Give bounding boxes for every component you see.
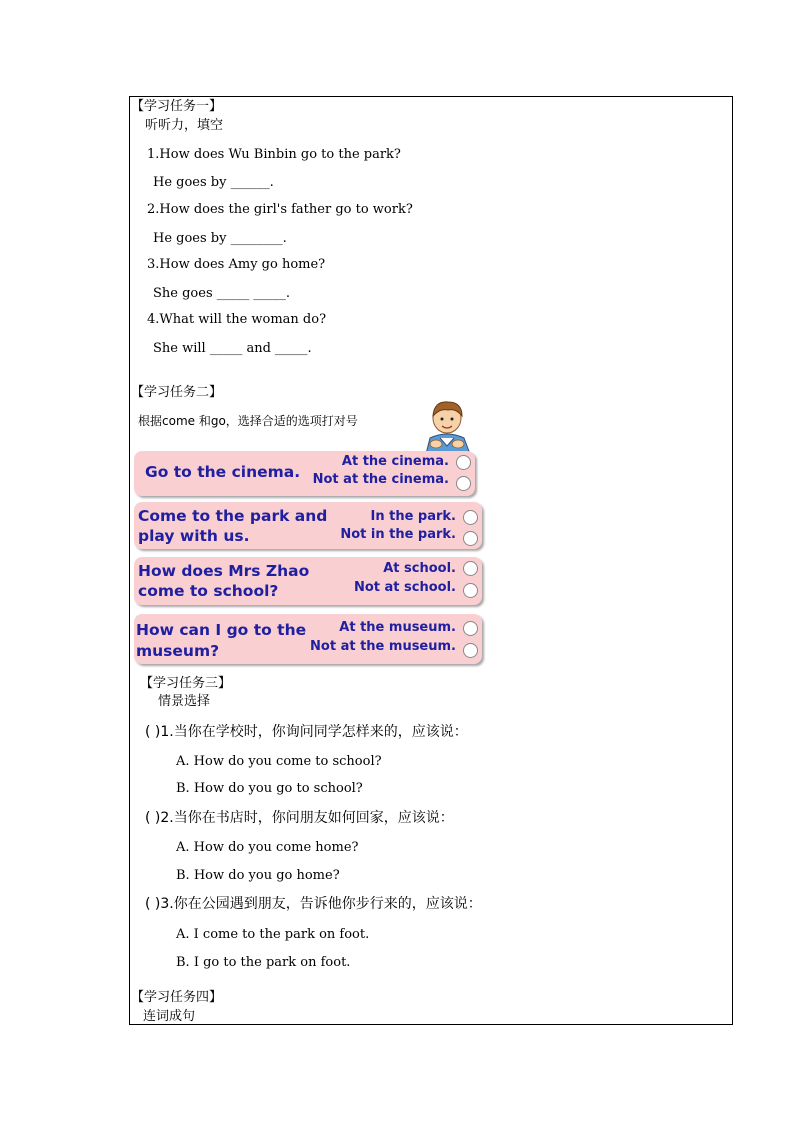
choice-card-4 xyxy=(134,614,482,664)
card-question-line-1: Come to the park and xyxy=(138,507,328,525)
card-option-1: At school. xyxy=(383,561,456,576)
task3-header: 【学习任务三】 xyxy=(140,676,232,691)
task4-instruction: 连词成句 xyxy=(143,1009,196,1024)
task3-prompt-1: ( )1.当你在学校时，你询问同学怎样来的，应该说： xyxy=(145,724,468,740)
task1-instruction: 听听力，填空 xyxy=(145,118,224,133)
card-option-1: At the museum. xyxy=(339,620,456,635)
task1-header: 【学习任务一】 xyxy=(131,99,223,114)
task1-question-3: 3.How does Amy go home? xyxy=(147,257,326,272)
card-question-line-1: How does Mrs Zhao xyxy=(138,562,310,580)
task2-header: 【学习任务二】 xyxy=(131,385,223,400)
task3-instruction: 情景选择 xyxy=(158,694,211,709)
task3-option-2a: A. How do you come home? xyxy=(176,840,359,855)
task3-prompt-2: ( )2.当你在书店时，你问朋友如何回家，应该说： xyxy=(145,810,454,826)
task1-answer-3: She goes _____ _____. xyxy=(153,286,291,301)
card-question-line-1: Go to the cinema. xyxy=(145,463,301,481)
task1-answer-4: She will _____ and _____. xyxy=(153,341,312,356)
task2-instruction: 根据come 和go，选择合适的选项打对号 xyxy=(138,414,358,428)
option-radio-1[interactable] xyxy=(463,561,478,576)
card-option-2: Not at the cinema. xyxy=(312,472,449,487)
task3-option-3b: B. I go to the park on foot. xyxy=(176,955,351,970)
card-option-1: At the cinema. xyxy=(341,454,449,469)
option-radio-2[interactable] xyxy=(463,583,478,598)
task1-question-2: 2.How does the girl's father go to work? xyxy=(147,202,413,217)
task1-question-4: 4.What will the woman do? xyxy=(147,312,327,327)
task1-answer-2: He goes by ________. xyxy=(153,231,287,246)
card-question-line-1: How can I go to the xyxy=(136,621,307,639)
card-option-2: Not in the park. xyxy=(340,527,456,542)
choice-card-2 xyxy=(134,502,482,549)
option-radio-2[interactable] xyxy=(456,476,471,491)
option-radio-1[interactable] xyxy=(463,510,478,525)
option-radio-1[interactable] xyxy=(456,455,471,470)
task4-header: 【学习任务四】 xyxy=(131,990,223,1005)
task1-question-1: 1.How does Wu Binbin go to the park? xyxy=(147,147,401,162)
option-radio-1[interactable] xyxy=(463,621,478,636)
task3-option-2b: B. How do you go home? xyxy=(176,868,340,883)
card-option-2: Not at the museum. xyxy=(310,639,456,654)
card-option-2: Not at school. xyxy=(353,580,456,595)
task3-option-1a: A. How do you come to school? xyxy=(176,754,382,769)
boy-illustration xyxy=(412,398,482,454)
task3-option-1b: B. How do you go to school? xyxy=(176,781,363,796)
task3-prompt-3: ( )3.你在公园遇到朋友，告诉他你步行来的，应该说： xyxy=(145,896,482,912)
option-radio-2[interactable] xyxy=(463,531,478,546)
card-option-1: In the park. xyxy=(370,509,456,524)
choice-card-3 xyxy=(134,557,482,605)
card-question-line-2: come to school? xyxy=(138,582,279,600)
card-question-line-2: museum? xyxy=(136,642,220,660)
option-radio-2[interactable] xyxy=(463,643,478,658)
card-question-line-2: play with us. xyxy=(138,527,250,545)
task3-option-3a: A. I come to the park on foot. xyxy=(176,927,370,942)
task1-answer-1: He goes by ______. xyxy=(153,175,274,190)
choice-card-1 xyxy=(134,451,475,496)
